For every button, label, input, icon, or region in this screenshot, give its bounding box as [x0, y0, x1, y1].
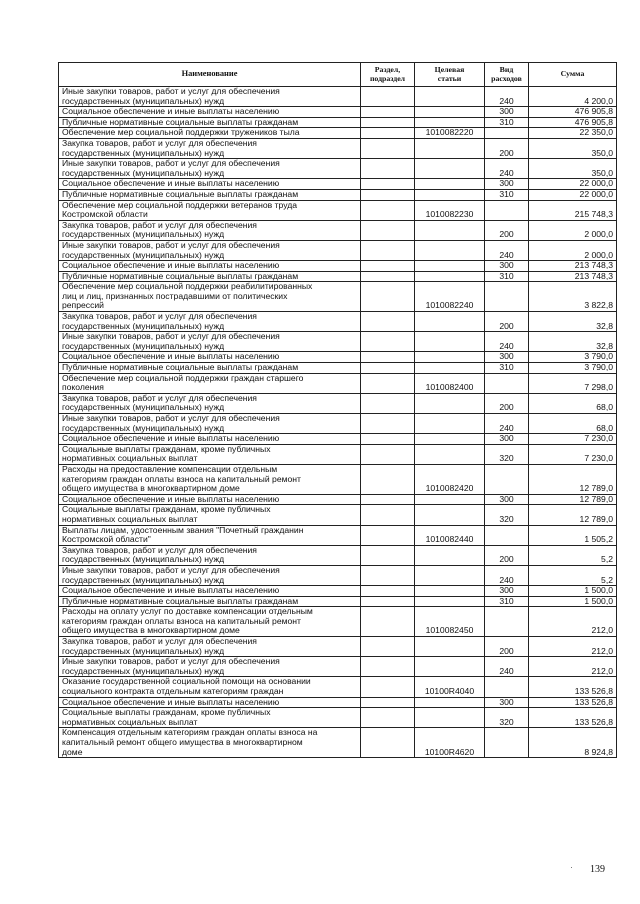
- cell-name: Выплаты лицам, удостоенным звания "Почетный гражданин Костромской области": [59, 525, 361, 545]
- table-row: [59, 697, 617, 708]
- table-row: [59, 657, 617, 677]
- cell-name: Закупка товаров, работ и услуг для обеспечения государственных (муниципальных) нужд: [59, 393, 361, 413]
- cell-section: [361, 708, 415, 728]
- cell-section: [361, 332, 415, 352]
- cell-target: [415, 117, 485, 128]
- table-row: [59, 414, 617, 434]
- cell-target: [415, 657, 485, 677]
- cell-kind: 310: [485, 363, 529, 374]
- cell-target: 1010082450: [415, 607, 485, 637]
- cell-sum: 2 000,0: [529, 240, 617, 260]
- table-row: [59, 282, 617, 312]
- cell-section: [361, 179, 415, 190]
- cell-sum: 32,8: [529, 332, 617, 352]
- table-header-row: [59, 63, 617, 87]
- cell-name: Закупка товаров, работ и услуг для обеспечения государственных (муниципальных) нужд: [59, 545, 361, 565]
- cell-target: [415, 312, 485, 332]
- table-row: [59, 677, 617, 697]
- cell-target: [415, 565, 485, 585]
- cell-target: [415, 179, 485, 190]
- cell-sum: 212,0: [529, 637, 617, 657]
- cell-sum: 215 748,3: [529, 200, 617, 220]
- table-row: [59, 117, 617, 128]
- table-row: [59, 189, 617, 200]
- cell-target: [415, 505, 485, 525]
- cell-target: 10100R4040: [415, 677, 485, 697]
- table-row: [59, 637, 617, 657]
- cell-kind: 300: [485, 107, 529, 118]
- cell-kind: 240: [485, 414, 529, 434]
- cell-target: [415, 637, 485, 657]
- cell-kind: [485, 282, 529, 312]
- cell-kind: 200: [485, 220, 529, 240]
- cell-sum: 3 790,0: [529, 352, 617, 363]
- cell-target: 1010082440: [415, 525, 485, 545]
- cell-kind: 200: [485, 637, 529, 657]
- cell-target: [415, 261, 485, 272]
- cell-section: [361, 261, 415, 272]
- table-row: [59, 596, 617, 607]
- cell-name: Социальное обеспечение и иные выплаты населению: [59, 107, 361, 118]
- cell-kind: 300: [485, 586, 529, 597]
- table-row: [59, 332, 617, 352]
- cell-sum: 12 789,0: [529, 494, 617, 505]
- cell-target: 1010082400: [415, 373, 485, 393]
- cell-kind: 310: [485, 189, 529, 200]
- table-row: [59, 728, 617, 758]
- cell-target: [415, 271, 485, 282]
- cell-name: Обеспечение мер социальной поддержки граждан старшего поколения: [59, 373, 361, 393]
- cell-kind: 320: [485, 708, 529, 728]
- cell-target: [415, 107, 485, 118]
- table-row: [59, 240, 617, 260]
- cell-target: [415, 138, 485, 158]
- table-row: [59, 352, 617, 363]
- table-row: [59, 312, 617, 332]
- cell-section: [361, 525, 415, 545]
- budget-table: [58, 62, 617, 758]
- cell-name: Социальное обеспечение и иные выплаты населению: [59, 494, 361, 505]
- cell-section: [361, 240, 415, 260]
- cell-name: Социальные выплаты гражданам, кроме публичных нормативных социальных выплат: [59, 708, 361, 728]
- cell-sum: 4 200,0: [529, 87, 617, 107]
- table-row: [59, 586, 617, 597]
- cell-name: Иные закупки товаров, работ и услуг для обеспечения государственных (муниципальных) нужд: [59, 159, 361, 179]
- cell-section: [361, 697, 415, 708]
- cell-name: Социальное обеспечение и иные выплаты населению: [59, 697, 361, 708]
- cell-name: Закупка товаров, работ и услуг для обеспечения государственных (муниципальных) нужд: [59, 312, 361, 332]
- cell-kind: 320: [485, 444, 529, 464]
- cell-target: 1010082220: [415, 128, 485, 139]
- cell-section: [361, 87, 415, 107]
- table-row: [59, 434, 617, 445]
- cell-sum: 5,2: [529, 545, 617, 565]
- table-row: [59, 505, 617, 525]
- cell-sum: 22 000,0: [529, 189, 617, 200]
- cell-section: [361, 607, 415, 637]
- cell-name: Публичные нормативные социальные выплаты гражданам: [59, 596, 361, 607]
- cell-name: Расходы на предоставление компенсации отдельным категориям граждан оплаты взноса на капитальный ремонт общего имущества в многоквартирном доме: [59, 464, 361, 494]
- cell-target: [415, 87, 485, 107]
- cell-section: [361, 657, 415, 677]
- cell-section: [361, 373, 415, 393]
- cell-section: [361, 393, 415, 413]
- cell-section: [361, 200, 415, 220]
- cell-target: [415, 220, 485, 240]
- cell-kind: [485, 728, 529, 758]
- cell-name: Публичные нормативные социальные выплаты гражданам: [59, 271, 361, 282]
- cell-sum: 8 924,8: [529, 728, 617, 758]
- table-row: [59, 179, 617, 190]
- cell-section: [361, 677, 415, 697]
- cell-name: Обеспечение мер социальной поддержки реабилитированных лиц и лиц, признанных пострадавшими от политических репрессий: [59, 282, 361, 312]
- cell-section: [361, 586, 415, 597]
- cell-target: [415, 434, 485, 445]
- cell-section: [361, 494, 415, 505]
- budget-table-sheet: [58, 62, 616, 758]
- table-row: [59, 87, 617, 107]
- table-row: [59, 393, 617, 413]
- table-row: [59, 464, 617, 494]
- cell-target: [415, 596, 485, 607]
- table-row: [59, 607, 617, 637]
- cell-target: [415, 545, 485, 565]
- cell-sum: 133 526,8: [529, 697, 617, 708]
- table-row: [59, 107, 617, 118]
- cell-target: [415, 414, 485, 434]
- header-name: Наименование: [59, 63, 361, 87]
- cell-sum: 1 500,0: [529, 596, 617, 607]
- header-target: Целевая статьи: [415, 63, 485, 87]
- cell-sum: 1 500,0: [529, 586, 617, 597]
- cell-kind: [485, 373, 529, 393]
- cell-name: Иные закупки товаров, работ и услуг для обеспечения государственных (муниципальных) нужд: [59, 565, 361, 585]
- cell-name: Социальное обеспечение и иные выплаты населению: [59, 352, 361, 363]
- cell-kind: 200: [485, 312, 529, 332]
- cell-name: Иные закупки товаров, работ и услуг для обеспечения государственных (муниципальных) нужд: [59, 657, 361, 677]
- cell-sum: 5,2: [529, 565, 617, 585]
- page-dot-mark: ·: [570, 862, 573, 872]
- cell-sum: 1 505,2: [529, 525, 617, 545]
- cell-kind: 310: [485, 117, 529, 128]
- cell-section: [361, 464, 415, 494]
- cell-kind: [485, 128, 529, 139]
- cell-sum: 12 789,0: [529, 464, 617, 494]
- cell-kind: 300: [485, 434, 529, 445]
- cell-kind: 240: [485, 332, 529, 352]
- cell-sum: 68,0: [529, 393, 617, 413]
- table-row: [59, 200, 617, 220]
- table-row: [59, 271, 617, 282]
- cell-sum: 350,0: [529, 159, 617, 179]
- cell-target: 1010082230: [415, 200, 485, 220]
- cell-name: Закупка товаров, работ и услуг для обеспечения государственных (муниципальных) нужд: [59, 220, 361, 240]
- table-row: [59, 261, 617, 272]
- cell-kind: [485, 677, 529, 697]
- header-sum: Сумма: [529, 63, 617, 87]
- cell-name: Социальное обеспечение и иные выплаты населению: [59, 179, 361, 190]
- cell-kind: [485, 525, 529, 545]
- table-row: [59, 545, 617, 565]
- cell-sum: 12 789,0: [529, 505, 617, 525]
- table-row: [59, 220, 617, 240]
- cell-target: [415, 240, 485, 260]
- table-row: [59, 373, 617, 393]
- cell-section: [361, 271, 415, 282]
- cell-name: Иные закупки товаров, работ и услуг для обеспечения государственных (муниципальных) нужд: [59, 332, 361, 352]
- cell-section: [361, 220, 415, 240]
- cell-kind: 240: [485, 657, 529, 677]
- cell-section: [361, 545, 415, 565]
- cell-section: [361, 637, 415, 657]
- cell-name: Социальные выплаты гражданам, кроме публичных нормативных социальных выплат: [59, 444, 361, 464]
- cell-name: Социальное обеспечение и иные выплаты населению: [59, 261, 361, 272]
- cell-section: [361, 282, 415, 312]
- cell-section: [361, 596, 415, 607]
- cell-kind: 200: [485, 545, 529, 565]
- cell-sum: 476 905,8: [529, 117, 617, 128]
- cell-section: [361, 117, 415, 128]
- table-row: [59, 444, 617, 464]
- cell-sum: 212,0: [529, 607, 617, 637]
- cell-kind: 240: [485, 240, 529, 260]
- cell-target: [415, 393, 485, 413]
- cell-kind: [485, 200, 529, 220]
- cell-target: [415, 444, 485, 464]
- cell-kind: 300: [485, 352, 529, 363]
- cell-name: Публичные нормативные социальные выплаты гражданам: [59, 189, 361, 200]
- cell-kind: [485, 607, 529, 637]
- cell-name: Иные закупки товаров, работ и услуг для обеспечения государственных (муниципальных) нужд: [59, 87, 361, 107]
- table-row: [59, 128, 617, 139]
- table-row: [59, 363, 617, 374]
- cell-sum: 7 230,0: [529, 444, 617, 464]
- table-row: [59, 565, 617, 585]
- cell-sum: 3 790,0: [529, 363, 617, 374]
- cell-sum: 212,0: [529, 657, 617, 677]
- cell-target: [415, 159, 485, 179]
- cell-section: [361, 107, 415, 118]
- table-body: [59, 87, 617, 758]
- cell-kind: 200: [485, 393, 529, 413]
- cell-target: [415, 363, 485, 374]
- cell-name: Обеспечение мер социальной поддержки тружеников тыла: [59, 128, 361, 139]
- cell-section: [361, 414, 415, 434]
- cell-kind: 300: [485, 494, 529, 505]
- cell-kind: 300: [485, 261, 529, 272]
- table-row: [59, 159, 617, 179]
- cell-section: [361, 352, 415, 363]
- cell-sum: 213 748,3: [529, 271, 617, 282]
- cell-sum: 133 526,8: [529, 708, 617, 728]
- cell-target: [415, 352, 485, 363]
- cell-kind: 300: [485, 697, 529, 708]
- cell-section: [361, 138, 415, 158]
- cell-target: [415, 586, 485, 597]
- cell-kind: 300: [485, 179, 529, 190]
- page-number: 139: [590, 864, 605, 875]
- cell-sum: 213 748,3: [529, 261, 617, 272]
- cell-section: [361, 159, 415, 179]
- cell-name: Социальные выплаты гражданам, кроме публичных нормативных социальных выплат: [59, 505, 361, 525]
- cell-section: [361, 434, 415, 445]
- table-row: [59, 494, 617, 505]
- cell-kind: 240: [485, 87, 529, 107]
- cell-sum: 476 905,8: [529, 107, 617, 118]
- cell-target: [415, 708, 485, 728]
- cell-target: [415, 494, 485, 505]
- cell-sum: 133 526,8: [529, 677, 617, 697]
- table-row: [59, 138, 617, 158]
- cell-target: [415, 332, 485, 352]
- cell-sum: 32,8: [529, 312, 617, 332]
- cell-kind: 310: [485, 271, 529, 282]
- cell-name: Социальное обеспечение и иные выплаты населению: [59, 586, 361, 597]
- cell-section: [361, 189, 415, 200]
- cell-sum: 3 822,8: [529, 282, 617, 312]
- table-row: [59, 525, 617, 545]
- cell-target: 1010082240: [415, 282, 485, 312]
- cell-section: [361, 128, 415, 139]
- cell-sum: 350,0: [529, 138, 617, 158]
- cell-name: Обеспечение мер социальной поддержки ветеранов труда Костромской области: [59, 200, 361, 220]
- cell-name: Расходы на оплату услуг по доставке компенсации отдельным категориям граждан оплаты взноса на капитальный ремонт общего имущества в многоквартирном доме: [59, 607, 361, 637]
- cell-sum: 68,0: [529, 414, 617, 434]
- cell-name: Иные закупки товаров, работ и услуг для обеспечения государственных (муниципальных) нужд: [59, 414, 361, 434]
- cell-sum: 22 350,0: [529, 128, 617, 139]
- cell-name: Иные закупки товаров, работ и услуг для обеспечения государственных (муниципальных) нужд: [59, 240, 361, 260]
- cell-kind: 320: [485, 505, 529, 525]
- cell-section: [361, 728, 415, 758]
- cell-target: 10100R4620: [415, 728, 485, 758]
- header-section: Раздел, подраздел: [361, 63, 415, 87]
- cell-target: [415, 697, 485, 708]
- cell-kind: 240: [485, 565, 529, 585]
- cell-sum: 7 298,0: [529, 373, 617, 393]
- cell-section: [361, 444, 415, 464]
- cell-section: [361, 312, 415, 332]
- cell-kind: 200: [485, 138, 529, 158]
- cell-target: [415, 189, 485, 200]
- cell-target: 1010082420: [415, 464, 485, 494]
- cell-name: Оказание государственной социальной помощи на основании социального контракта отдельным категориям граждан: [59, 677, 361, 697]
- table-row: [59, 708, 617, 728]
- cell-sum: 22 000,0: [529, 179, 617, 190]
- cell-section: [361, 363, 415, 374]
- cell-sum: 2 000,0: [529, 220, 617, 240]
- header-kind: Вид расходов: [485, 63, 529, 87]
- cell-section: [361, 565, 415, 585]
- cell-name: Публичные нормативные социальные выплаты гражданам: [59, 117, 361, 128]
- cell-name: Закупка товаров, работ и услуг для обеспечения государственных (муниципальных) нужд: [59, 138, 361, 158]
- cell-name: Закупка товаров, работ и услуг для обеспечения государственных (муниципальных) нужд: [59, 637, 361, 657]
- cell-sum: 7 230,0: [529, 434, 617, 445]
- cell-section: [361, 505, 415, 525]
- cell-kind: [485, 464, 529, 494]
- cell-kind: 310: [485, 596, 529, 607]
- cell-name: Публичные нормативные социальные выплаты гражданам: [59, 363, 361, 374]
- cell-name: Компенсация отдельным категориям граждан оплаты взноса на капитальный ремонт общего имущества в многоквартирном доме: [59, 728, 361, 758]
- cell-name: Социальное обеспечение и иные выплаты населению: [59, 434, 361, 445]
- cell-kind: 240: [485, 159, 529, 179]
